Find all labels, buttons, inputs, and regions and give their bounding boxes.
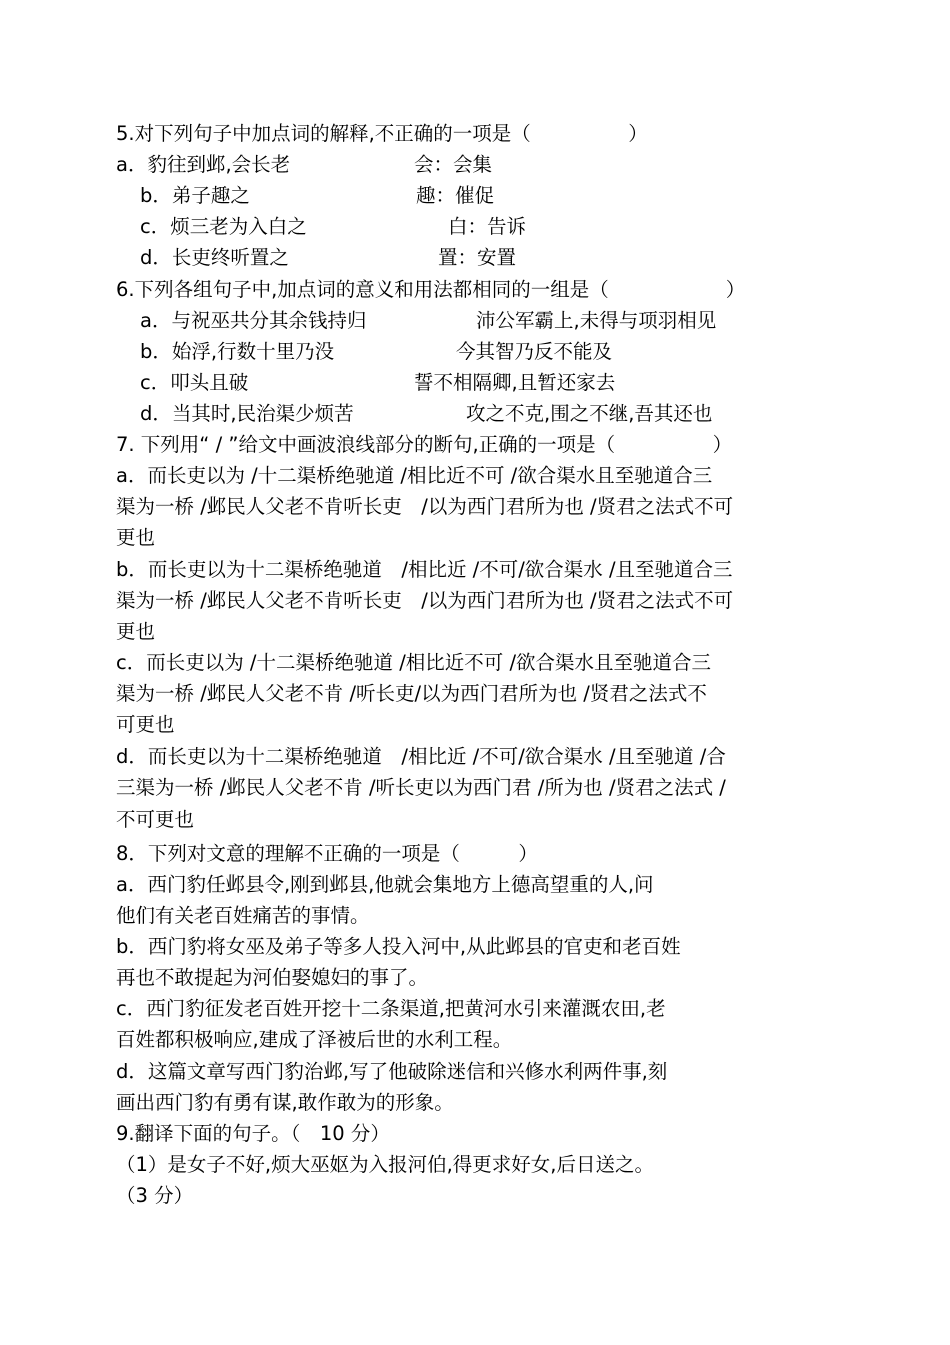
q9-stem: 9.翻译下面的句子。（ 10 分）: [116, 1122, 390, 1145]
q9-line: （3 分）: [116, 1184, 194, 1207]
q8-line: c．西门豹征发老百姓开挖十二条渠道,把黄河水引来灌溉农田,老: [116, 997, 666, 1020]
q7-line: 渠为一桥 /邺民人父老不肯听长吏 /以为西门君所为也 /贤君之法式不可: [116, 589, 734, 612]
q6-option-c-compare: 誓不相隔卿,且暂还家去: [414, 371, 616, 394]
q5-option-c: c．烦三老为入白之: [140, 215, 307, 238]
q6-stem: 6.下列各组句子中,加点词的意义和用法都相同的一组是（ ）: [116, 278, 746, 301]
q7-line: 更也: [116, 620, 156, 643]
q8-line: d．这篇文章写西门豹治邺,写了他破除迷信和兴修水利两件事,刻: [116, 1060, 668, 1083]
q7-line: 可更也: [116, 713, 175, 736]
q6-option-b: b．始浮,行数十里乃没: [140, 340, 335, 363]
q6-option-d-compare: 攻之不克,围之不继,吾其还也: [466, 402, 713, 425]
q8-line: a．西门豹任邺县令,刚到邺县,他就会集地方上德高望重的人,问: [116, 873, 654, 896]
q7-line: d．而长吏以为十二渠桥绝驰道 /相比近 /不可/欲合渠水 /且至驰道 /合: [116, 745, 726, 768]
q6-option-b-compare: 今其智乃反不能及: [456, 340, 613, 363]
q7-line: 不可更也: [116, 808, 195, 831]
q8-stem: 8．下列对文意的理解不正确的一项是（ ）: [116, 842, 538, 865]
q5-option-b: b．弟子趣之: [140, 184, 250, 207]
q7-line: 三渠为一桥 /邺民人父老不肯 /听长吏以为西门君 /所为也 /贤君之法式 /: [116, 776, 726, 799]
q5-option-a-gloss: 会：会集: [414, 153, 493, 176]
q6-option-d: d．当其时,民治渠少烦苦: [140, 402, 354, 425]
q7-line: 渠为一桥 /邺民人父老不肯 /听长吏/以为西门君所为也 /贤君之法式不: [116, 682, 707, 705]
q8-line: b．西门豹将女巫及弟子等多人投入河中,从此邺县的官吏和老百姓: [116, 935, 681, 958]
q7-line: 渠为一桥 /邺民人父老不肯听长吏 /以为西门君所为也 /贤君之法式不可: [116, 495, 734, 518]
q8-line: 画出西门豹有勇有谋,敢作敢为的形象。: [116, 1091, 454, 1114]
q6-option-a: a．与祝巫共分其余钱持归: [140, 309, 367, 332]
q7-line: 更也: [116, 526, 156, 549]
q6-option-a-compare: 沛公军霸上,未得与项羽相见: [476, 309, 717, 332]
q8-line: 他们有关老百姓痛苦的事情。: [116, 904, 370, 927]
q5-option-b-gloss: 趣：催促: [416, 184, 495, 207]
q5-option-d: d．长吏终听置之: [140, 246, 289, 269]
q7-stem: 7. 下列用“ / ”给文中画波浪线部分的断句,正确的一项是（ ）: [116, 433, 733, 456]
q9-line: （1）是女子不好,烦大巫妪为入报河伯,得更求好女,后日送之。: [116, 1153, 655, 1176]
q7-line: c．而长吏以为 /十二渠桥绝驰道 /相比近不可 /欲合渠水且至驰道合三: [116, 651, 712, 674]
q5-option-c-gloss: 白：告诉: [448, 215, 527, 238]
q5-stem: 5.对下列句子中加点词的解释,不正确的一项是（ ）: [116, 122, 648, 145]
q7-line: b．而长吏以为十二渠桥绝驰道 /相比近 /不可/欲合渠水 /且至驰道合三: [116, 558, 733, 581]
q5-option-d-gloss: 置：安置: [438, 246, 517, 269]
q7-line: a．而长吏以为 /十二渠桥绝驰道 /相比近不可 /欲合渠水且至驰道合三: [116, 464, 713, 487]
q5-option-a: a．豹往到邺,会长老: [116, 153, 291, 176]
q8-line: 再也不敢提起为河伯娶媳妇的事了。: [116, 966, 429, 989]
q6-option-c: c．叩头且破: [140, 371, 249, 394]
q8-line: 百姓都积极响应,建成了泽被后世的水利工程。: [116, 1028, 513, 1051]
